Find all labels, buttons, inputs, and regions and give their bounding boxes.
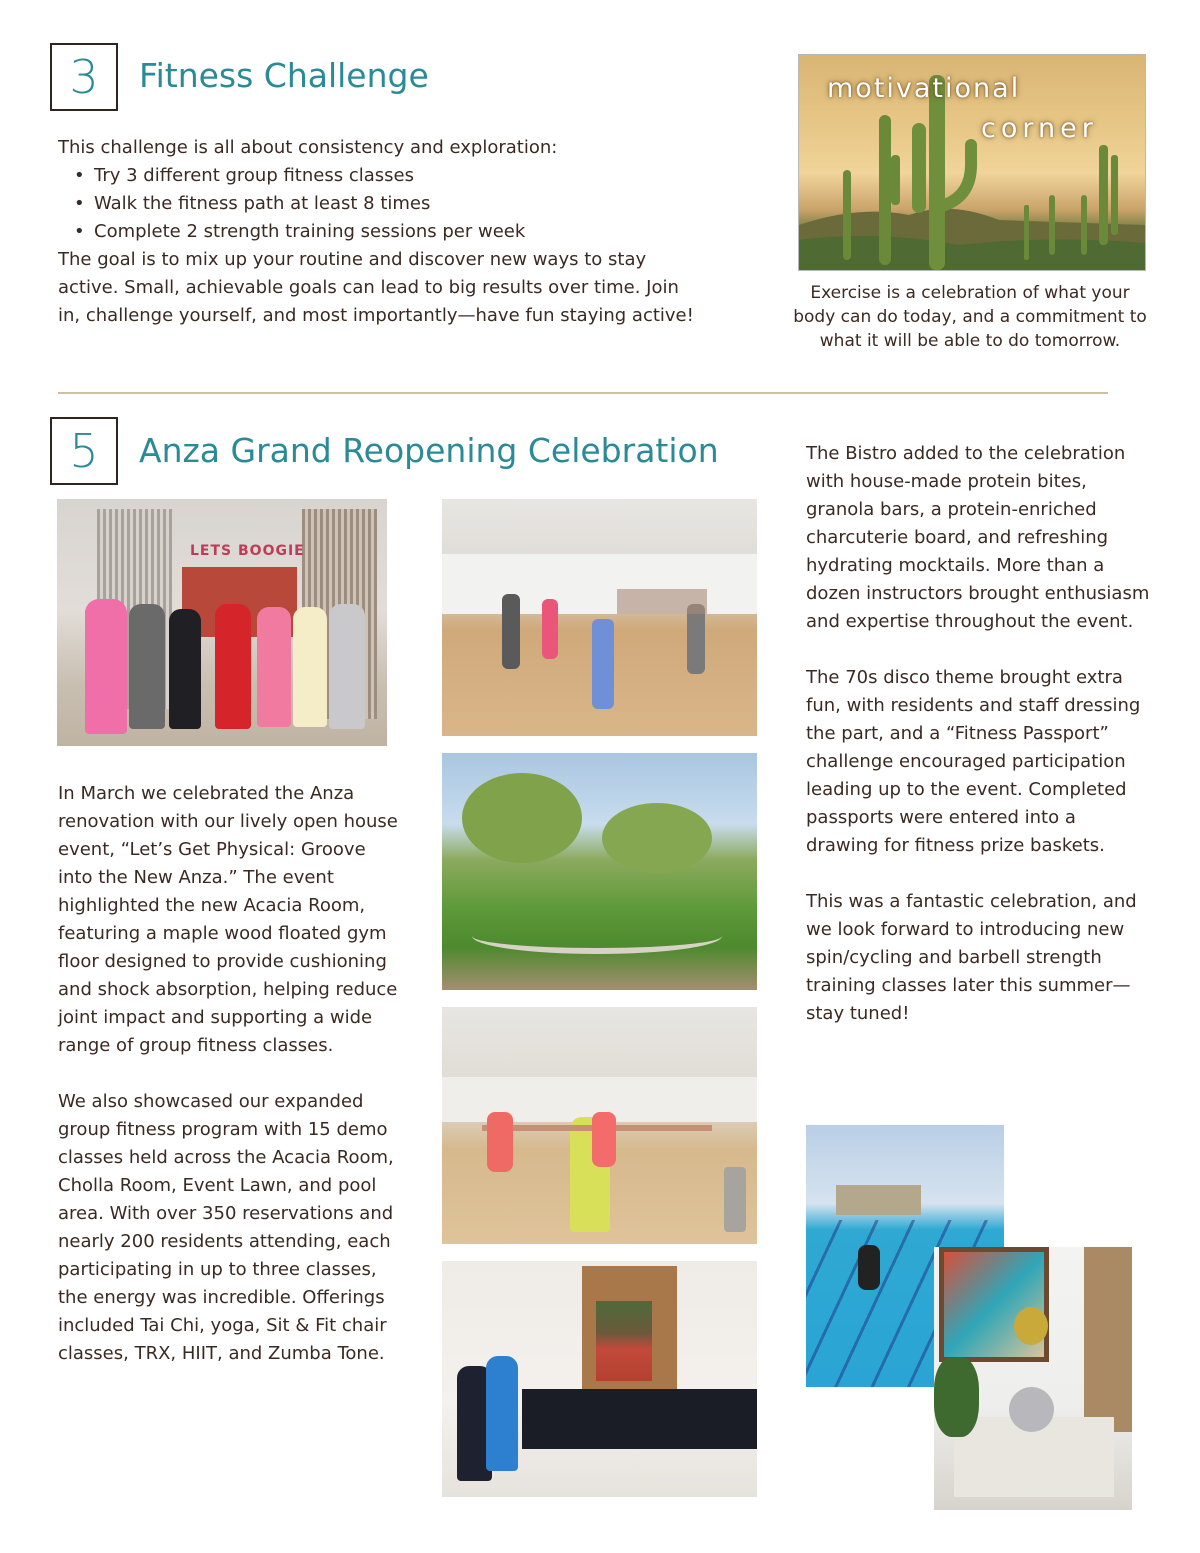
reopening-paragraph: The 70s disco theme brought extra fun, with residents and staff dressing the part, and a “Fitness Passport” challenge encouraged participation leading up to the event. Completed passports were entered into a drawing for fitness prize baskets.	[806, 667, 1141, 856]
reopening-paragraph: This was a fantastic celebration, and we look forward to introducing new spin/cycling and barbell strength training classes later this summer—stay tuned!	[806, 891, 1137, 1024]
photo-event-lawn-yoga	[442, 753, 757, 990]
section-number: 5	[69, 424, 99, 478]
challenge-intro: This challenge is all about consistency and exploration:	[58, 137, 558, 158]
photo-banner-text: LETS BOOGIE	[190, 543, 305, 559]
section-number: 3	[69, 50, 99, 104]
section-divider	[58, 392, 1108, 394]
reopening-paragraph: In March we celebrated the Anza renovation with our lively open house event, “Let’s Get Physical: Groove into the New Anza.” The event highlighted the new Acacia Room, featuring a maple wood floated gym floor designed to provide cushioning and shock absorption, helping reduce joint impact and supporting a wide range of group fitness classes.	[58, 783, 398, 1056]
reopening-paragraph: The Bistro added to the celebration with house-made protein bites, granola bars, a protein-enriched charcuterie board, and refreshing hydrating mocktails. More than a dozen instructors brought enthusiasm and expertise throughout the event.	[806, 443, 1150, 632]
photo-prize-baskets	[934, 1247, 1132, 1510]
reopening-left-text	[58, 780, 398, 1368]
reopening-paragraph: We also showcased our expanded group fitness program with 15 demo classes held across the Acacia Room, Cholla Room, Event Lawn, and pool area. With over 350 reservations and nearly 200 residents attending, each participating in up to three classes, the energy was incredible. Offerings included Tai Chi, yoga, Sit & Fit chair classes, TRX, HIIT, and Zumba Tone.	[58, 1091, 394, 1364]
challenge-item: • Walk the fitness path at least 8 times	[94, 190, 698, 218]
section-title: Fitness Challenge	[139, 56, 429, 95]
photo-bistro-table	[442, 1261, 757, 1497]
motivational-corner-image	[798, 54, 1146, 271]
challenge-closing: The goal is to mix up your routine and discover new ways to stay active. Small, achievable goals can lead to big results over time. Join in, challenge yourself, and most importantly—have fun staying active!	[58, 249, 694, 326]
photo-sit-and-fit-class	[442, 1007, 757, 1244]
photo-group-disco	[57, 499, 387, 746]
motivational-quote: Exercise is a celebration of what your body can do today, and a commitment to what it will be able to do tomorrow.	[793, 283, 1147, 351]
motivational-word: motivational	[827, 73, 1021, 104]
challenge-item: • Try 3 different group fitness classes	[94, 162, 698, 190]
challenge-body	[58, 134, 698, 330]
challenge-list	[58, 162, 698, 246]
section-number-box	[50, 417, 118, 485]
challenge-item: • Complete 2 strength training sessions per week	[94, 218, 698, 246]
corner-word: corner	[981, 113, 1098, 144]
section-number-box	[50, 43, 118, 111]
section-title: Anza Grand Reopening Celebration	[139, 431, 719, 470]
photo-acacia-room-class	[442, 499, 757, 736]
reopening-right-text	[806, 440, 1151, 1028]
